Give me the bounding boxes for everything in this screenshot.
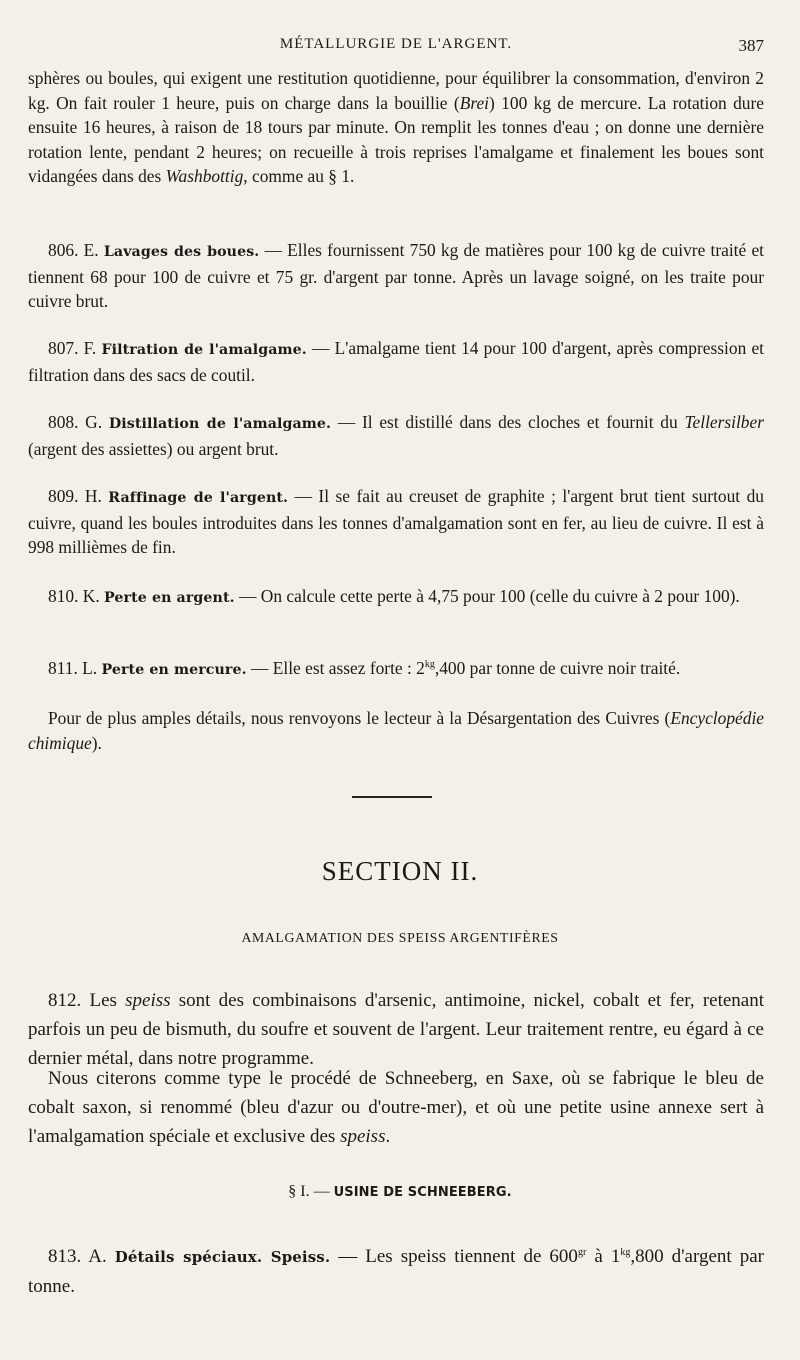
running-title: MÉTALLURGIE DE L'ARGENT. bbox=[279, 36, 513, 52]
paragraph-813: 813. A. Détails spéciaux. Speiss. — Les speiss tiennent de $600^{gr}$ à $1^{kg},800$ d'argent par tonne. bbox=[28, 1246, 764, 1297]
body-text-top bbox=[28, 66, 764, 189]
paragraph-808: 808. G. Distillation de l'amalgame. — Il est distillé dans des cloches et fournit du Tellersilber (argent des assiettes) ou argent brut. bbox=[28, 412, 764, 459]
paragraph-807: 807. F. Filtration de l'amalgame. — L'amalgame tient 14 pour 100 d'argent, après compression et filtration dans des sacs de coutil. bbox=[28, 338, 764, 385]
section-subtitle: AMALGAMATION DES SPEISS ARGENTIFÈRES bbox=[241, 930, 559, 945]
heading-details-speciaux: Détails spéciaux. Speiss. bbox=[114, 1248, 331, 1266]
heading-distillation: Distillation de l'amalgame. bbox=[108, 416, 332, 432]
section-title: SECTION II. bbox=[321, 856, 479, 886]
page-header bbox=[28, 34, 764, 58]
paragraph-810: 810. K. Perte en argent. — On calcule cette perte à 4,75 pour 100 (celle du cuivre à 2 pour 100). bbox=[48, 586, 740, 606]
heading-perte-argent: Perte en argent. bbox=[104, 590, 235, 606]
subsection-heading: § I. — USINE DE SCHNEEBERG. bbox=[288, 1183, 512, 1200]
heading-raffinage: Raffinage de l'argent. bbox=[108, 490, 289, 506]
paragraph-812: 812. Les speiss sont des combinaisons d'arsenic, antimoine, nickel, cobalt et fer, retenant parfois un peu de bismuth, du soufre et souvent de l'argent. Leur traitement rentre, eu égard à ce dernier métal, dans notre programme. bbox=[28, 990, 764, 1069]
heading-perte-mercure: Perte en mercure. bbox=[101, 662, 247, 678]
paragraph-schneeberg: Nous citerons comme type le procédé de Schneeberg, en Saxe, où se fabrique le bleu de cobalt saxon, si renommé (bleu d'azur ou d'outre-mer), et où une petite usine annexe sert à l'amalgamation spéciale et exclusive des speiss. bbox=[28, 1068, 764, 1147]
page-number: 387 bbox=[738, 36, 764, 55]
heading-lavages: Lavages des boues. bbox=[103, 244, 260, 260]
paragraph-809: 809. H. Raffinage de l'argent. — Il se fait au creuset de graphite ; l'argent brut tient surtout du cuivre, quand les boules introduites dans les tonnes d'amalgamation sont en fer, au lieu de cuivre. Il est à 998 millièmes de fin. bbox=[28, 486, 764, 557]
paragraph-references: Pour de plus amples détails, nous renvoyons le lecteur à la Désargentation des Cuivres (Encyclopédie chimique). bbox=[28, 708, 764, 753]
paragraph-811: 811. L. Perte en mercure. — Elle est assez forte : $2^{kg},400$ par tonne de cuivre noir traité. bbox=[48, 658, 681, 678]
section-divider bbox=[352, 796, 432, 798]
paragraph-continuation: sphères ou boules, qui exigent une restitution quotidienne, pour équilibrer la consommation, d'environ 2 kg. On fait rouler 1 heure, puis on charge dans la bouillie (Brei) 100 kg de mercure. La rotation dure ensuite 16 heures, à raison de 18 tours par minute. On remplit les tonnes d'eau ; on donne une dernière rotation lente, pendant 2 heures; on recueille à trois reprises l'amalgame et finalement les boues sont vidangées dans des Washbottig, comme au § 1. bbox=[28, 68, 764, 186]
heading-filtration: Filtration de l'amalgame. bbox=[101, 342, 307, 358]
paragraph-806: 806. E. Lavages des boues. — Elles fournissent 750 kg de matières pour 100 kg de cuivre traité et tiennent 68 pour 100 de cuivre et 75 gr. d'argent par tonne. Après un lavage soigné, on les traite pour cuivre brut. bbox=[28, 240, 764, 311]
